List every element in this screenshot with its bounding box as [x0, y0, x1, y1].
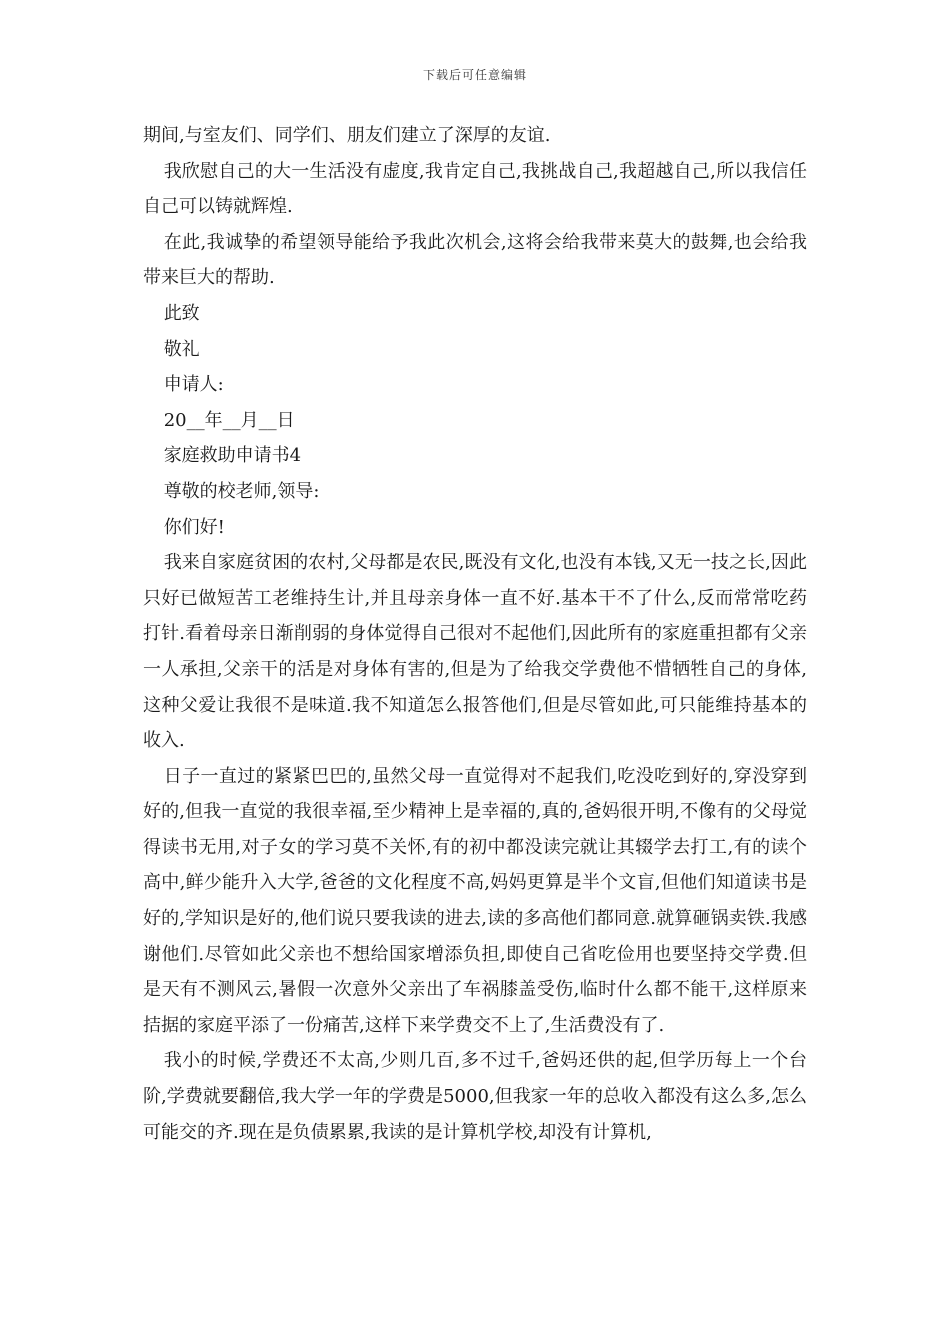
- section-title: 家庭救助申请书4: [163, 445, 302, 467]
- closing-salutation: 此致: [163, 302, 200, 324]
- paragraph: 日子一直过的紧紧巴巴的,虽然父母一直觉得对不起我们,吃没吃到好的,穿没穿到好的,但我一直觉的我很幸福,至少精神上是幸福的,真的,爸妈很开明,不像有的父母觉得读书无用,对子女的学习莫不关怀,有的初中都没读完就让其辍学去打工,有的读个高中,鲜少能升入大学,爸爸的文化程度不高,妈妈更算是半个文盲,但他们知道读书是好的,学知识是好的,他们说只要我读的进去,读的多高他们都同意.就算砸锅卖铁.我感谢他们.尽管如此父亲也不想给国家增添负担,即使自己省吃俭用也要坚持交学费.但是天有不测风云,暑假一次意外父亲出了车祸膝盖受伤,临时什么都不能干,这样原来拮据的家庭平添了一份痛苦,这样下来学费交不上了,生活费没有了.: [143, 765, 807, 1036]
- greeting: 你们好!: [163, 516, 225, 538]
- paragraph: 在此,我诚挚的希望领导能给予我此次机会,这将会给我带来莫大的鼓舞,也会给我带来巨大的帮助.: [143, 231, 807, 289]
- page-header: 下载后可任意编辑: [422, 68, 527, 82]
- closing-salutation: 敬礼: [163, 338, 200, 360]
- greeting: 尊敬的校老师,领导:: [163, 480, 320, 502]
- applicant-label: 申请人:: [163, 374, 224, 396]
- date-line: 20__年__月__日: [163, 409, 295, 431]
- paragraph: 我来自家庭贫困的农村,父母都是农民,既没有文化,也没有本钱,又无一技之长,因此只好已做短苦工老维持生计,并且母亲身体一直不好.基本干不了什么,反而常常吃药打针.看着母亲日渐削弱的身体觉得自己很对不起他们,因此所有的家庭重担都有父亲一人承担,父亲干的活是对身体有害的,但是为了给我交学费他不惜牺牲自己的身体,这种父爱让我很不是味道.我不知道怎么报答他们,但是尽管如此,可只能维持基本的收入.: [143, 552, 807, 752]
- paragraph: 我小的时候,学费还不太高,少则几百,多不过千,爸妈还供的起,但学历每上一个台阶,学费就要翻倍,我大学一年的学费是5000,但我家一年的总收入都没有这么多,怎么可能交的齐.现在是负债累累,我读的是计算机学校,却没有计算机,: [143, 1050, 807, 1143]
- paragraph: 我欣慰自己的大一生活没有虚度,我肯定自己,我挑战自己,我超越自己,所以我信任自己可以铸就辉煌.: [143, 160, 807, 218]
- document-body: [143, 118, 807, 1150]
- paragraph: 期间,与室友们、同学们、朋友们建立了深厚的友谊.: [143, 125, 551, 146]
